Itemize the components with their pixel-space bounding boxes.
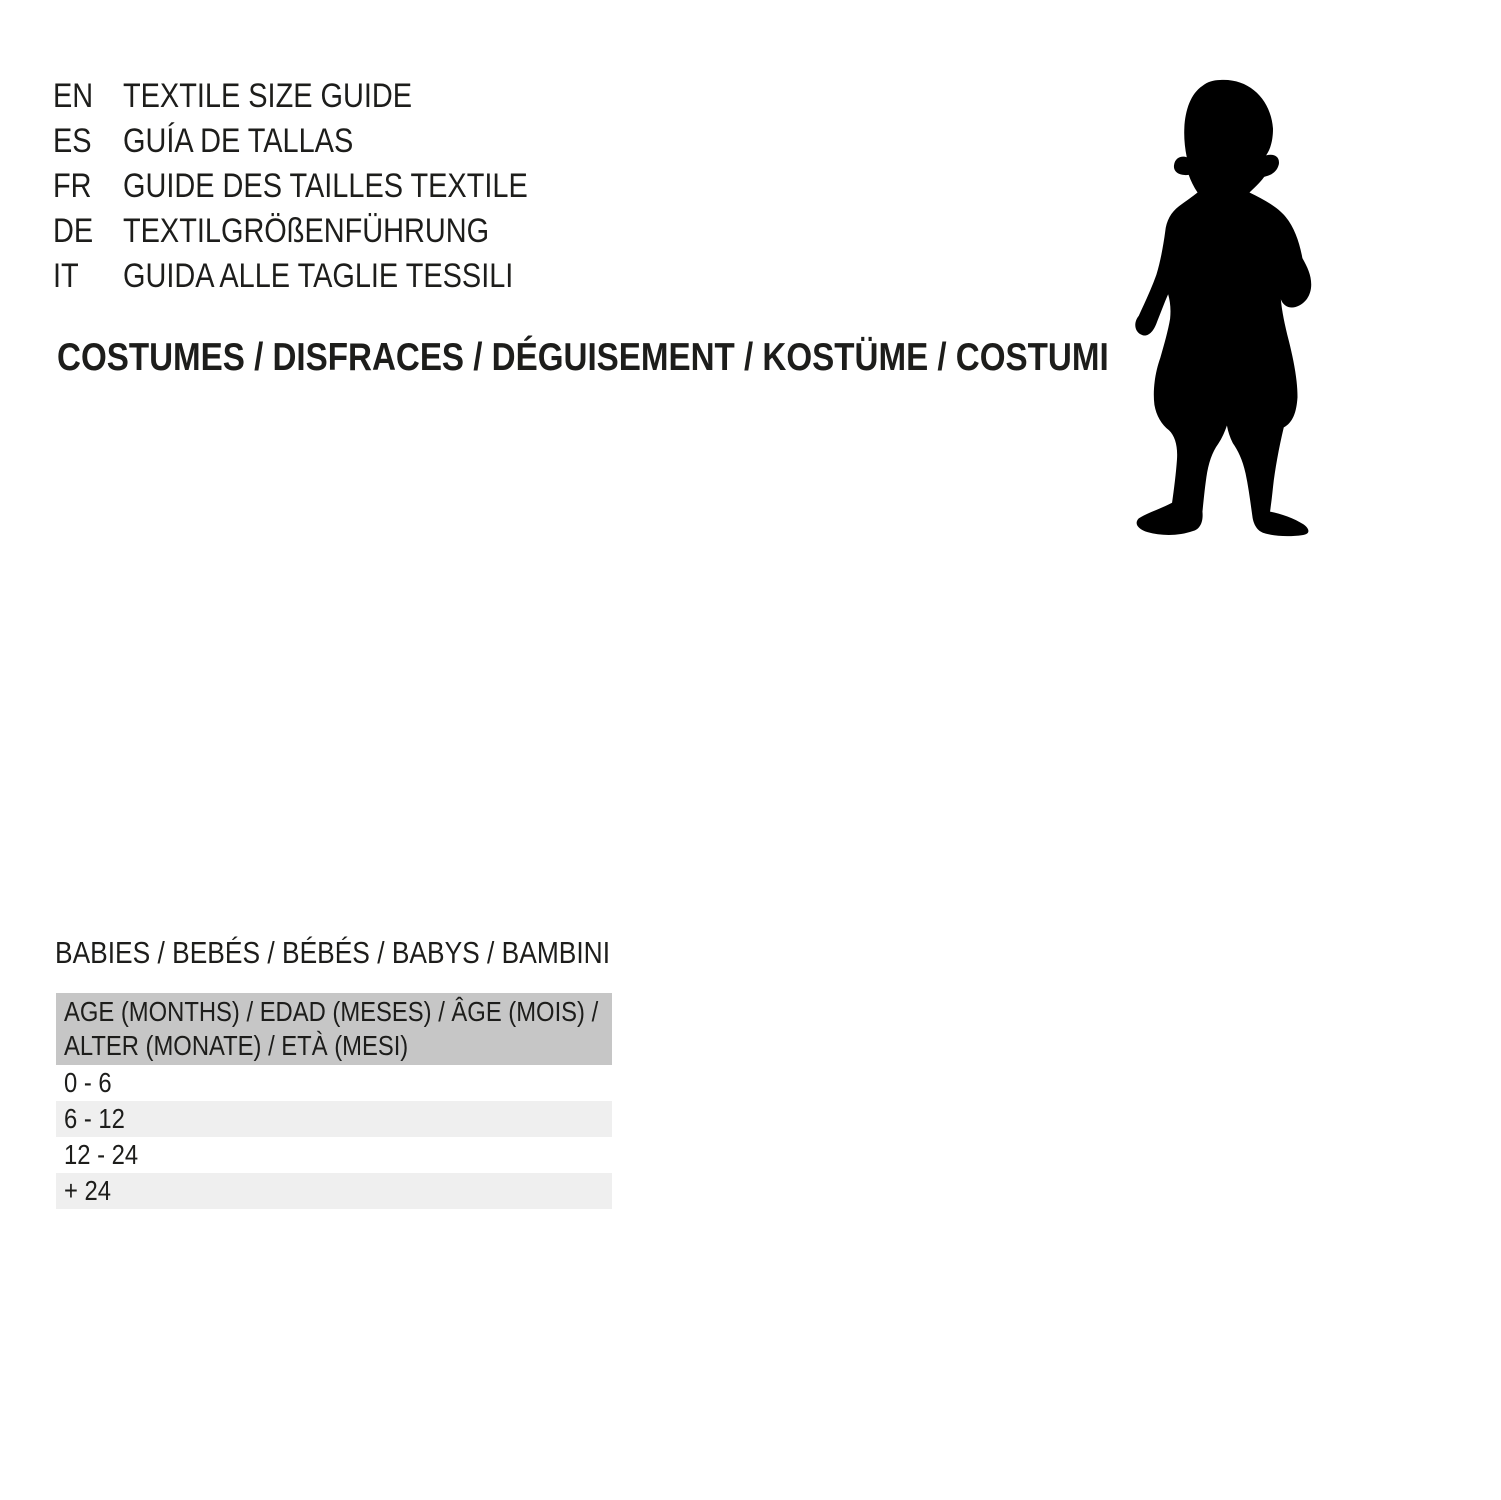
language-code: ES: [53, 122, 92, 160]
language-code: DE: [53, 212, 94, 250]
age-range-value: 0 - 6: [64, 1067, 112, 1098]
language-guide-list: [53, 74, 599, 299]
language-row-it: [53, 254, 599, 299]
language-code: EN: [53, 77, 94, 115]
table-row: [56, 1065, 612, 1101]
language-label: GUÍA DE TALLAS: [123, 122, 354, 160]
language-label: TEXTILGRÖßENFÜHRUNG: [123, 212, 490, 250]
language-code: FR: [53, 167, 92, 205]
language-row-fr: [53, 164, 599, 209]
toddler-silhouette-image: [1126, 78, 1322, 538]
age-range-value: 6 - 12: [64, 1103, 125, 1134]
language-row-es: [53, 119, 599, 164]
babies-section-title: BABIES / BEBÉS / BÉBÉS / BABYS / BAMBINI: [55, 935, 611, 970]
language-code: IT: [53, 257, 79, 295]
language-label: TEXTILE SIZE GUIDE: [123, 77, 413, 115]
table-row: [56, 1137, 612, 1173]
age-header-line-1: AGE (MONTHS) / EDAD (MESES) / ÂGE (MOIS) /: [64, 996, 599, 1027]
language-label: GUIDE DES TAILLES TEXTILE: [123, 167, 528, 205]
language-row-en: [53, 74, 599, 119]
age-header-line-2: ALTER (MONATE) / ETÀ (MESI): [64, 1030, 409, 1061]
language-label: GUIDA ALLE TAGLIE TESSILI: [123, 257, 514, 295]
category-title: COSTUMES / DISFRACES / DÉGUISEMENT / KOSTÜME / COSTUMI: [57, 336, 1109, 379]
table-row: [56, 1173, 612, 1209]
table-row: [56, 1101, 612, 1137]
age-size-table: [56, 993, 612, 1209]
age-table-header: [56, 993, 612, 1065]
toddler-silhouette-path: [1135, 80, 1311, 536]
age-range-value: + 24: [64, 1175, 111, 1206]
age-range-value: 12 - 24: [64, 1139, 139, 1170]
language-row-de: [53, 209, 599, 254]
